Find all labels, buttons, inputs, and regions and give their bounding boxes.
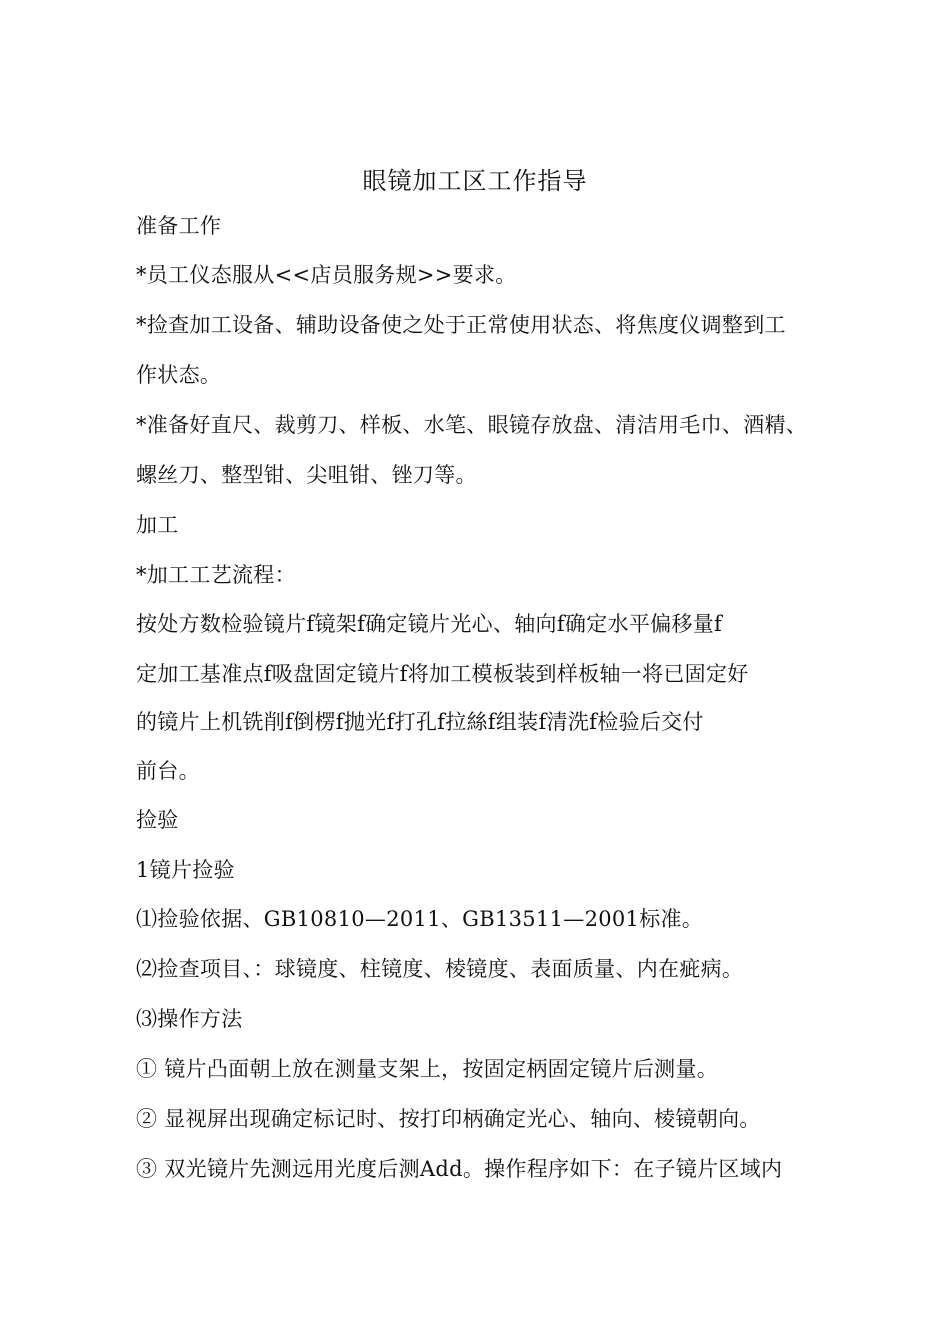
section-heading-inspection: 捡验 [136,808,179,832]
paragraph-line: *加工工艺流程： [136,563,296,587]
paragraph-line: *捡查加工设备、辅助设备使之处于正常使用状态、将焦度仪调整到工 [136,313,786,337]
list-item: ③ 双光镜片先测远用光度后测Add。操作程序如下：在子镜片区域内 [136,1157,783,1181]
paragraph-line: *员工仪态服从<<店员服务规>>要求。 [136,263,517,287]
document-title: 眼镜加工区工作指导 [362,167,588,195]
subsection-heading-lens-inspection: 1镜片捡验 [136,858,235,882]
section-heading-preparation: 准备工作 [136,214,222,238]
list-item: ⑵捡查项目、：球镜度、柱镜度、棱镜度、表面质量、内在疵病。 [136,957,744,981]
list-item: ② 显视屏出现确定标记时、按打印柄确定光心、轴向、棱镜朝向。 [136,1107,761,1131]
paragraph-line: 的镜片上机铣削f倒楞f抛光f打孔f拉絲f组装f清洗f检验后交付 [136,710,704,734]
list-item: ⑴捡验依据、GB10810—2011、GB13511—2001标准。 [136,907,704,931]
paragraph-line: 螺丝刀、整型钳、尖咀钳、锉刀等。 [136,463,477,487]
paragraph-line: 作状态。 [136,363,222,387]
list-item: ① 镜片凸面朝上放在测量支架上，按固定柄固定镜片后测量。 [136,1057,719,1081]
paragraph-line: *准备好直尺、裁剪刀、样板、水笔、眼镜存放盘、清洁用毛巾、酒精、 [136,413,808,437]
section-heading-processing: 加工 [136,513,179,537]
paragraph-line: 前台。 [136,759,200,783]
list-item: ⑶操作方法 [136,1007,243,1031]
paragraph-line: 按处方数检验镜片f镜架f确定镜片光心、轴向f确定水平偏移量f [136,612,723,636]
paragraph-line: 定加工基准点f吸盘固定镜片f将加工模板装到样板轴一将已固定好 [136,662,749,686]
